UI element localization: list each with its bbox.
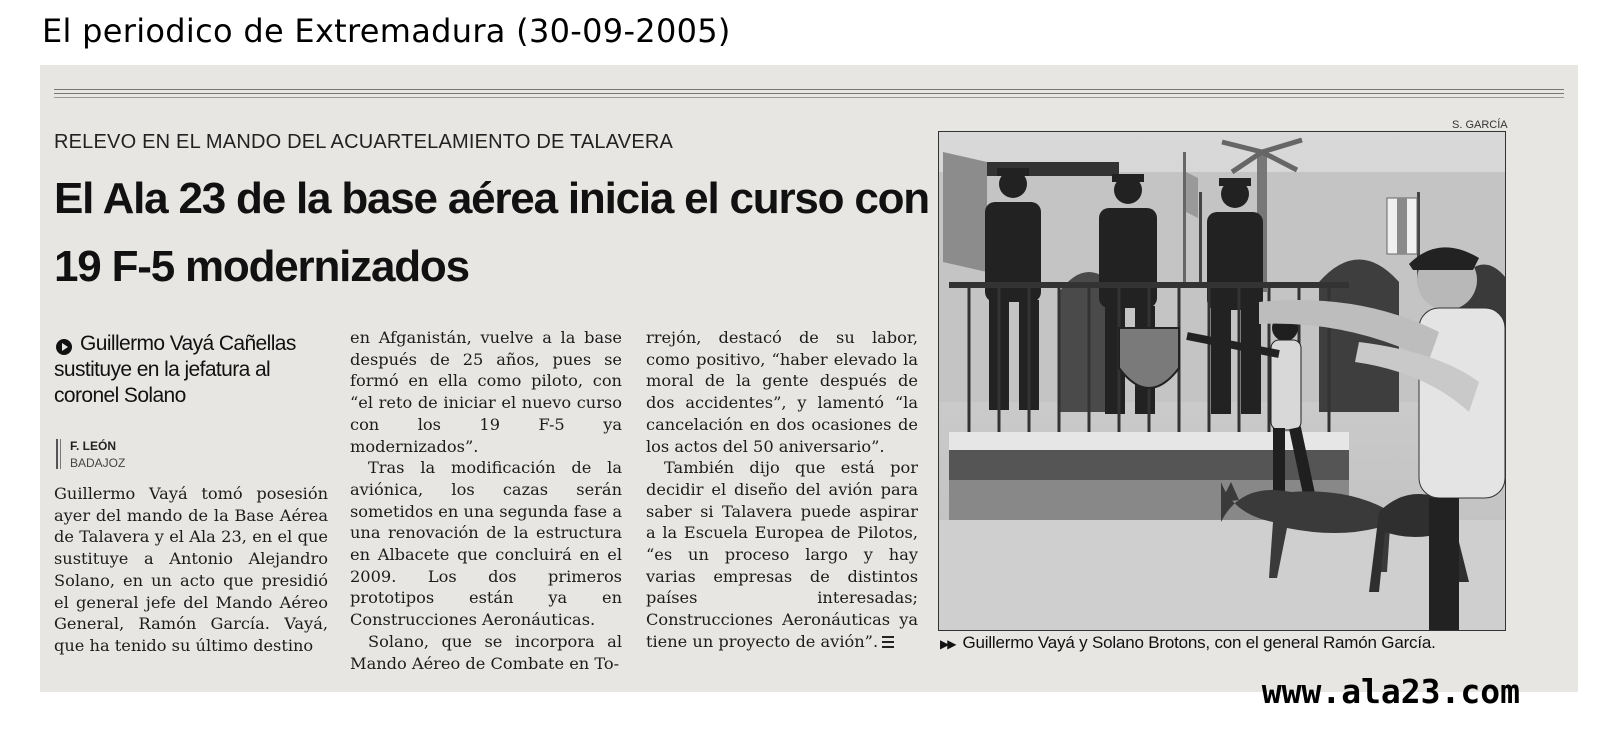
caption-arrows-icon: ▶▶ (940, 637, 955, 651)
body-column-1 (54, 483, 328, 657)
article-headline: El Ala 23 de la base aérea inicia el curso con 19 F-5 modernizados (54, 174, 929, 291)
byline-rule-thin (60, 439, 61, 469)
body-column-2 (350, 327, 622, 674)
paragraph (646, 457, 918, 652)
article-kicker: RELEVO EN EL MANDO DEL ACUARTELAMIENTO DE TALAVERA (54, 131, 674, 153)
paragraph: en Afganistán, vuelve a la base después de 25 años, pues se formó en ella como piloto, con “el reto de iniciar el nuevo curso con los 19 F-5 ya modernizados”. (350, 328, 622, 456)
paragraph: Solano, que se incorpora al Mando Aéreo de Combate en To- (350, 631, 622, 673)
paragraph-text: También dijo que está por decidir el diseño del avión para saber si Talavera puede aspirar a la Escuela Europea de Pilotos, “es un proceso largo y hay varias empresas de distintos países interesadas; Construcciones Aeronáuticas ya tiene un proyecto de avión”. (646, 458, 918, 651)
paragraph: Tras la modificación de la aviónica, los cazas serán sometidos en una segunda fase a una renovación de la estructura en Albacete que concluirá en el 2009. Los dos primeros prototipos están ya en Construcciones Aeronáuticas. (350, 458, 622, 630)
source-caption: El periodico de Extremadura (30-09-2005) (42, 12, 731, 50)
photo-caption-text: Guillermo Vayá y Solano Brotons, con el general Ramón García. (962, 633, 1436, 652)
top-rule (54, 89, 1564, 94)
website-url: www.ala23.com (1261, 672, 1520, 711)
paragraph: rrejón, destacó de su labor, como positivo, “haber elevado la moral de la gente después de dos accidentes”, y lamentó “la cancelación en dos ocasiones de los actos del 50 aniversario”. (646, 328, 918, 456)
photo-credit: S. GARCÍA (1452, 119, 1508, 131)
byline-place: BADAJOZ (70, 456, 126, 470)
newspaper-clipping (40, 65, 1578, 692)
photo-caption (940, 633, 1510, 653)
byline-author: F. LEÓN (70, 439, 117, 453)
body-column-3 (646, 327, 918, 653)
top-rule-thin (54, 97, 1564, 98)
byline-rule (56, 439, 58, 469)
ceremony-photo-illustration (939, 132, 1505, 630)
paragraph: Guillermo Vayá tomó posesión ayer del mando de la Base Aérea de Talavera y el Ala 23, en el que sustituye a Antonio Alejandro Solano, en un acto que presidió el general jefe del Mando Aéreo General, Ramón García. Vayá, que ha tenido su último destino (54, 484, 328, 655)
end-mark-icon (882, 636, 894, 648)
article-deck: Guillermo Vayá Cañellas sustituye en la jefatura al coronel Solano (54, 332, 296, 407)
ceremony-photo (938, 131, 1506, 631)
